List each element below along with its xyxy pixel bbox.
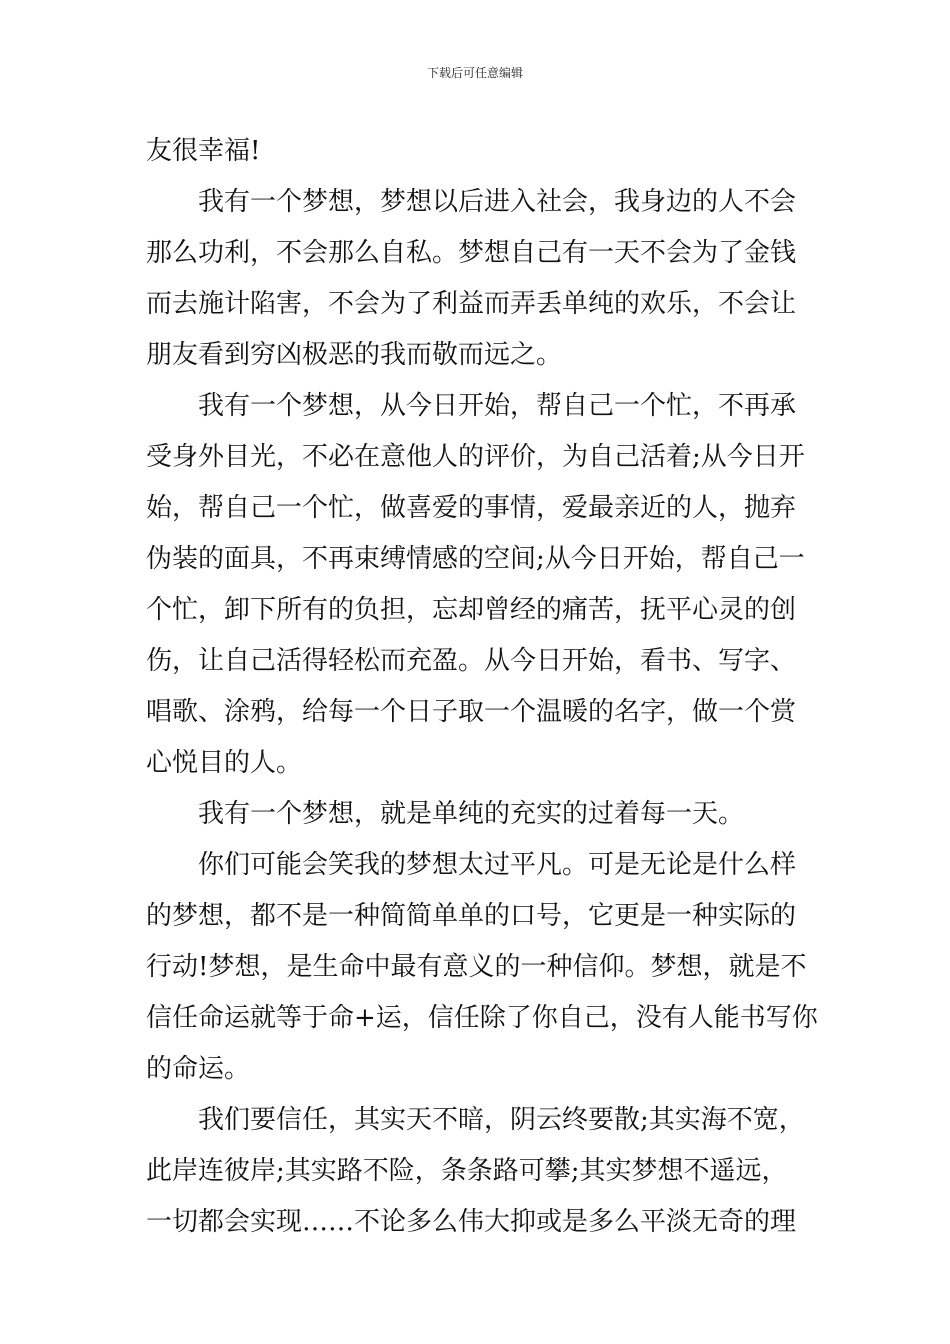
paragraph-line: 行动!梦想，是生命中最有意义的一种信仰。梦想，就是不: [146, 952, 807, 982]
paragraph-line: 始，帮自己一个忙，做喜爱的事情，爱最亲近的人，抛弃: [146, 493, 797, 523]
paragraph-line: 伤，让自己活得轻松而充盈。从今日开始，看书、写字、: [146, 646, 797, 676]
paragraph-line: 此岸连彼岸;其实路不险，条条路可攀;其实梦想不遥远，: [146, 1156, 788, 1186]
paragraph-line: 友很幸福!: [146, 136, 261, 166]
paragraph-first-line: 我有一个梦想，就是单纯的充实的过着每一天。: [198, 799, 745, 829]
paragraph-line: 的命运。: [146, 1054, 251, 1084]
paragraph-first-line: 我有一个梦想，梦想以后进入社会，我身边的人不会: [198, 187, 797, 217]
paragraph-line: 信任命运就等于命+运，信任除了你自己，没有人能书写你: [146, 1003, 818, 1033]
page-header: 下载后可任意编辑: [426, 66, 523, 80]
paragraph-first-line: 我有一个梦想，从今日开始，帮自己一个忙，不再承: [198, 391, 797, 421]
paragraph-line: 个忙，卸下所有的负担，忘却曾经的痛苦，抚平心灵的创: [146, 595, 797, 625]
paragraph-first-line: 我们要信任，其实天不暗，阴云终要散;其实海不宽，: [198, 1105, 805, 1135]
paragraph-line: 受身外目光，不必在意他人的评价，为自己活着;从今日开: [146, 442, 805, 472]
paragraph-line: 朋友看到穷凶极恶的我而敬而远之。: [146, 340, 563, 370]
paragraph-line: 的梦想，都不是一种简简单单的口号，它更是一种实际的: [146, 901, 797, 931]
paragraph-line: 伪装的面具，不再束缚情感的空间;从今日开始，帮自己一: [146, 544, 805, 574]
paragraph-line: 心悦目的人。: [146, 748, 303, 778]
paragraph-line: 唱歌、涂鸦，给每一个日子取一个温暖的名字，做一个赏: [146, 697, 797, 727]
paragraph-first-line: 你们可能会笑我的梦想太过平凡。可是无论是什么样: [198, 850, 797, 880]
paragraph-line: 而去施计陷害，不会为了利益而弄丢单纯的欢乐，不会让: [146, 289, 797, 319]
paragraph-line: 一切都会实现……不论多么伟大抑或是多么平淡无奇的理: [146, 1207, 797, 1237]
document-body: [146, 126, 818, 1248]
paragraph-line: 那么功利，不会那么自私。梦想自己有一天不会为了金钱: [146, 238, 797, 268]
